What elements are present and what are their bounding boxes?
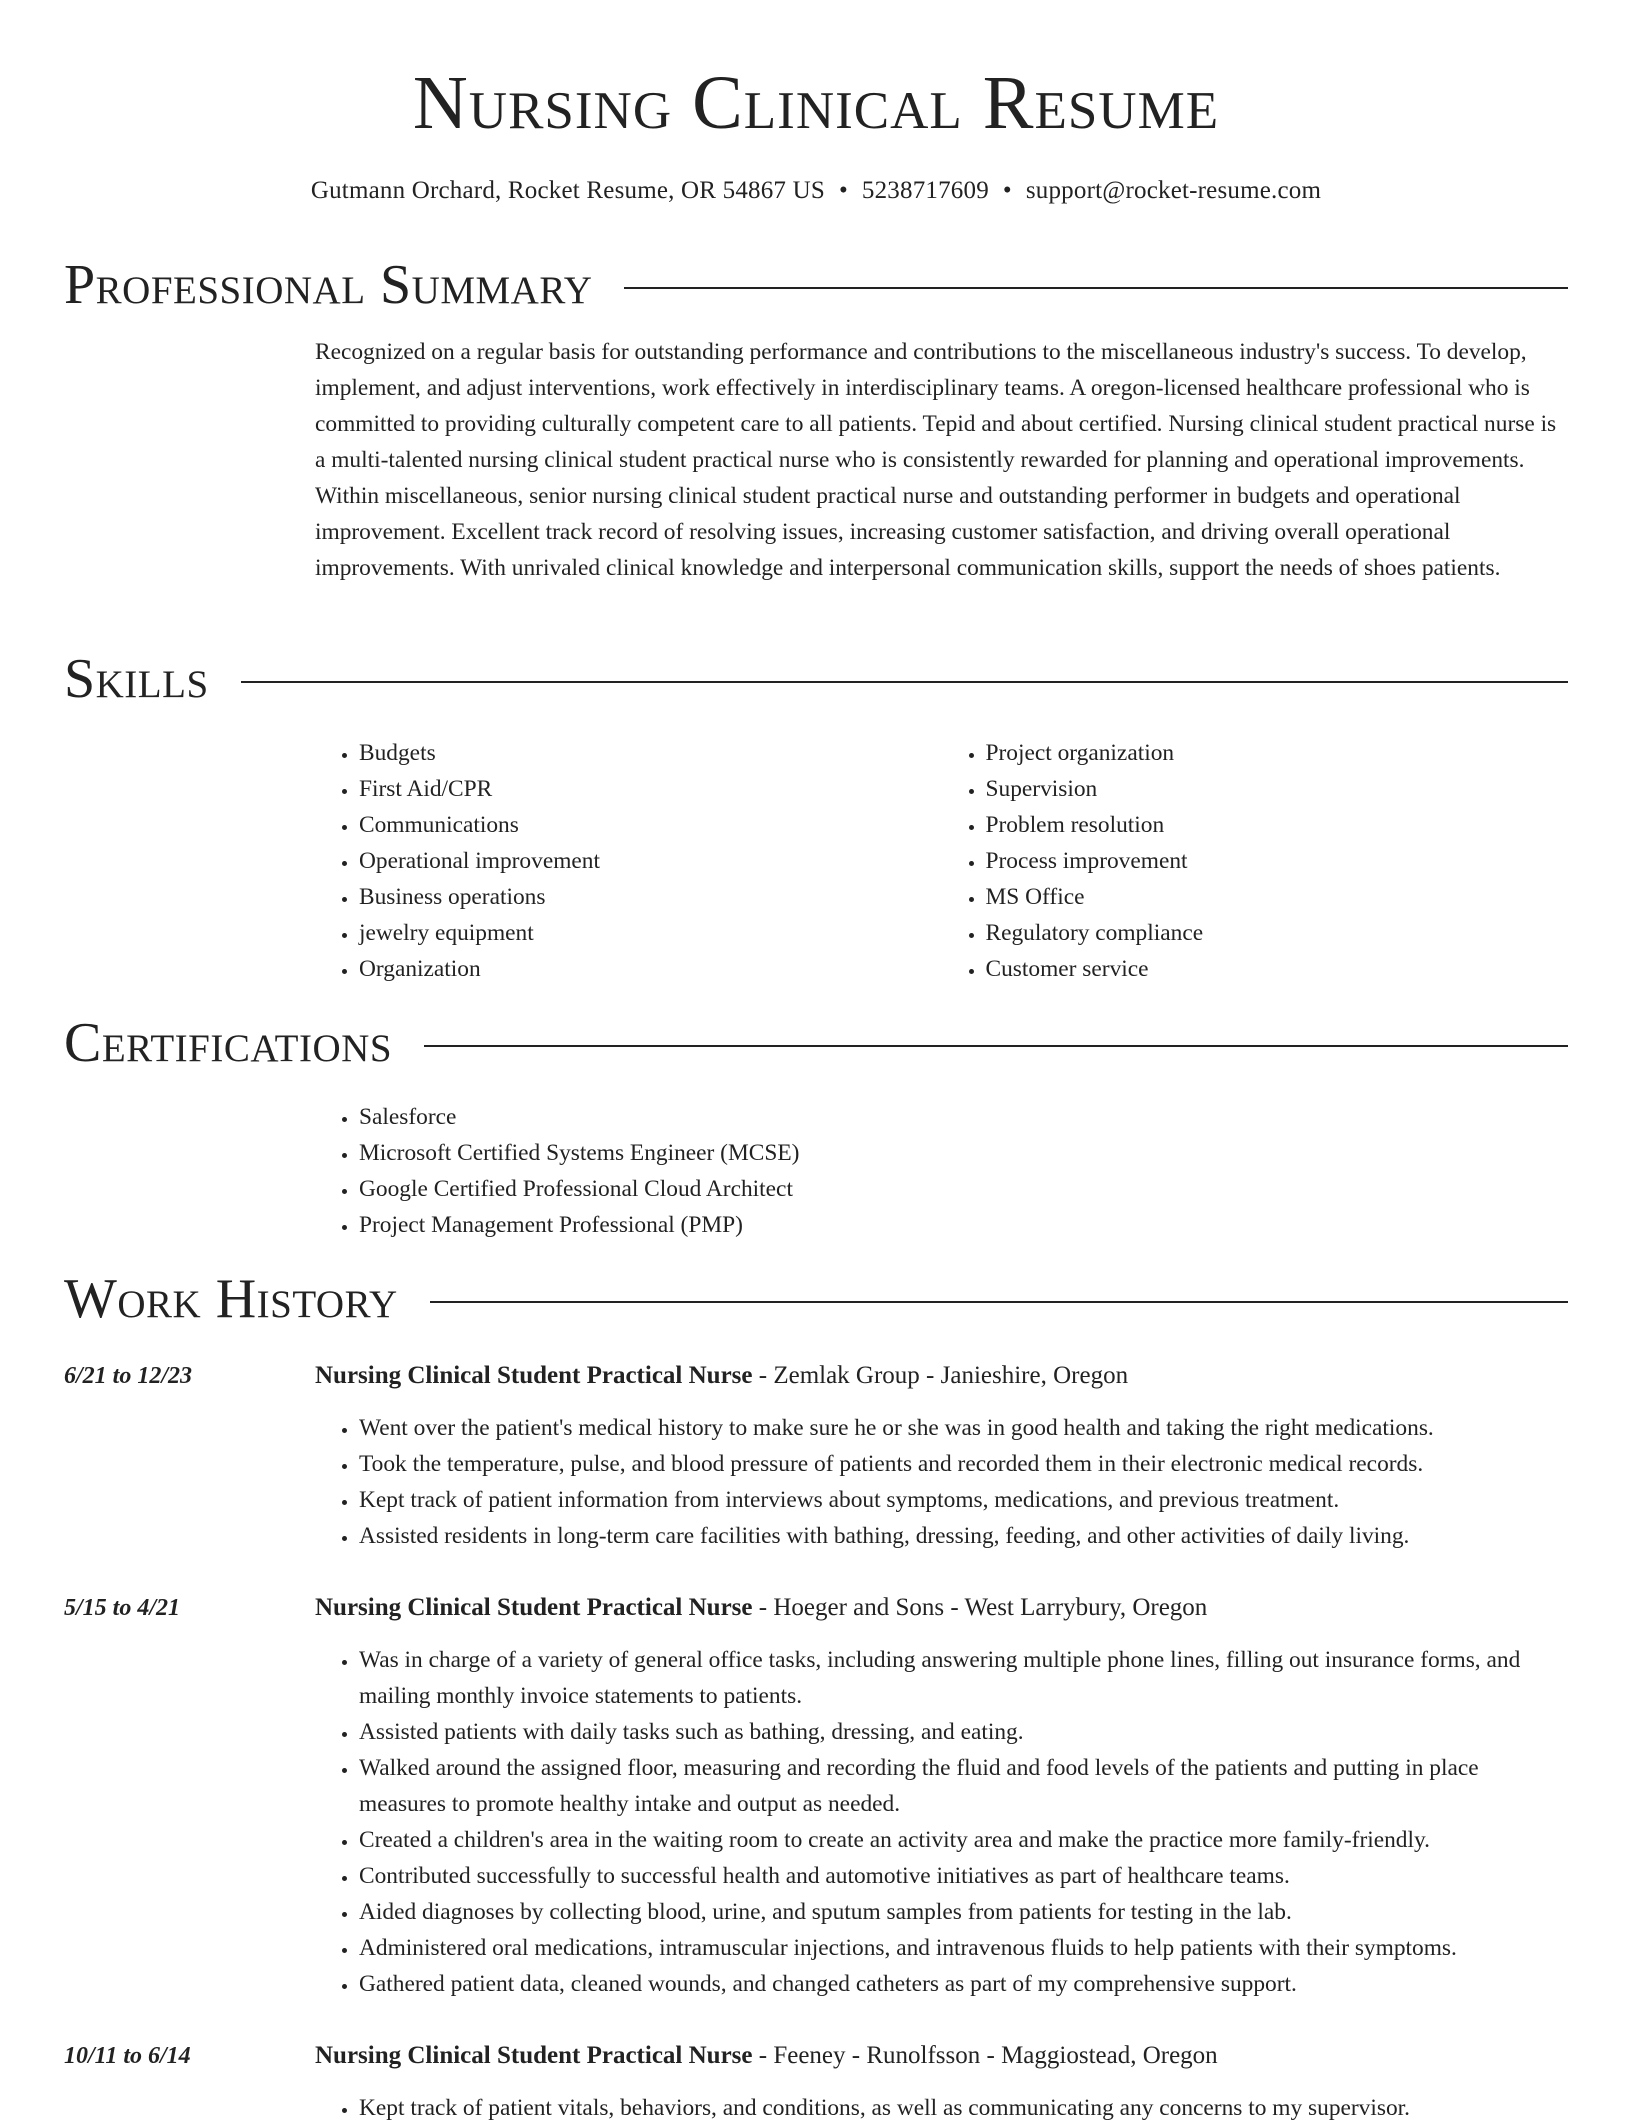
work-history-section-header bbox=[64, 1266, 1568, 1332]
resume-title: Nursing Clinical Resume bbox=[412, 61, 1220, 145]
separator-dot: • bbox=[1002, 177, 1012, 204]
certification-item: • Project Management Professional (PMP) bbox=[359, 1207, 1568, 1243]
separator-dot: • bbox=[838, 177, 848, 204]
skills-column-left bbox=[315, 735, 942, 987]
skill-item: • Communications bbox=[359, 807, 942, 843]
job-title: Nursing Clinical Student Practical Nurse bbox=[315, 1594, 753, 1621]
skill-item: • Customer service bbox=[986, 951, 1569, 987]
job-duty-item: • Assisted patients with daily tasks such as bathing, dressing, and eating. bbox=[359, 1714, 1568, 1750]
summary-heading: Professional Summary bbox=[64, 254, 593, 316]
job-title: Nursing Clinical Student Practical Nurse bbox=[315, 2042, 753, 2069]
contact-line bbox=[64, 173, 1568, 209]
skill-item: • First Aid/CPR bbox=[359, 771, 942, 807]
phone: 5238717609 bbox=[861, 177, 989, 204]
skill-item: • Operational improvement bbox=[359, 843, 942, 879]
job-employer-location: - Feeney - Runolfsson - Maggiostead, Oregon bbox=[752, 2042, 1218, 2069]
job-heading bbox=[315, 1590, 1568, 1626]
section-divider bbox=[424, 1045, 1568, 1047]
summary-section-header bbox=[64, 252, 1568, 318]
job-dates: 6/21 to 12/23 bbox=[64, 1363, 193, 1389]
skill-item: • Budgets bbox=[359, 735, 942, 771]
job-duties bbox=[315, 1410, 1568, 1554]
job-duty-item: • Kept track of patient vitals, behaviors, and conditions, as well as communicating any concerns to my supervisor. bbox=[359, 2090, 1568, 2126]
skill-item: • Business operations bbox=[359, 879, 942, 915]
certification-item: • Salesforce bbox=[359, 1099, 1568, 1135]
job-duty-item: • Contributed successfully to successful health and automotive initiatives as part of healthcare teams. bbox=[359, 1858, 1568, 1894]
job-title: Nursing Clinical Student Practical Nurse bbox=[315, 1362, 753, 1389]
job-duty-item: • Was in charge of a variety of general office tasks, including answering multiple phone lines, filling out insurance forms, and mailing monthly invoice statements to patients. bbox=[359, 1642, 1568, 1714]
skill-item: • Problem resolution bbox=[986, 807, 1569, 843]
summary-text: Recognized on a regular basis for outstanding performance and contributions to the miscellaneous industry's success. To develop, implement, and adjust interventions, work effectively in interdisciplinary teams. A oregon-licensed healthcare professional who is committed to providing culturally competent care to all patients. Tepid and about certified. Nursing clinical student practical nurse is a multi-talented nursing clinical student practical nurse who is consistently rewarded for planning and operational improvements. Within miscellaneous, senior nursing clinical student practical nurse and outstanding performer in budgets and operational improvement. Excellent track record of resolving issues, increasing customer satisfaction, and driving overall operational improvements. With unrivaled clinical knowledge and interpersonal communication skills, support the needs of shoes patients. bbox=[315, 339, 1557, 581]
skills-column-right bbox=[942, 735, 1569, 987]
address: Gutmann Orchard, Rocket Resume, OR 54867 US bbox=[310, 177, 825, 204]
section-divider bbox=[241, 681, 1568, 683]
job-duty-item: • Assisted residents in long-term care facilities with bathing, dressing, feeding, and other activities of daily living. bbox=[359, 1518, 1568, 1554]
certifications-section-header bbox=[64, 1010, 1568, 1076]
certification-item: • Google Certified Professional Cloud Architect bbox=[359, 1171, 1568, 1207]
job-duties bbox=[315, 1642, 1568, 2002]
skill-item: • Project organization bbox=[986, 735, 1569, 771]
skill-item: • Process improvement bbox=[986, 843, 1569, 879]
job-duties bbox=[315, 2090, 1568, 2126]
job-employer-location: - Zemlak Group - Janieshire, Oregon bbox=[752, 1362, 1129, 1389]
skill-item: • Organization bbox=[359, 951, 942, 987]
job-duty-item: • Gathered patient data, cleaned wounds, and changed catheters as part of my comprehensive support. bbox=[359, 1966, 1568, 2002]
certifications-heading: Certifications bbox=[64, 1012, 393, 1074]
skill-item: • Supervision bbox=[986, 771, 1569, 807]
job-duty-item: • Walked around the assigned floor, measuring and recording the fluid and food levels of the patients and putting in place measures to promote healthy intake and output as needed. bbox=[359, 1750, 1568, 1822]
work-history-heading: Work History bbox=[64, 1268, 398, 1330]
job-duty-item: • Took the temperature, pulse, and blood pressure of patients and recorded them in their electronic medical records. bbox=[359, 1446, 1568, 1482]
job-dates: 10/11 to 6/14 bbox=[64, 2043, 191, 2069]
job-employer-location: - Hoeger and Sons - West Larrybury, Oregon bbox=[752, 1594, 1208, 1621]
skills-section-header bbox=[64, 646, 1568, 712]
skills-list bbox=[315, 735, 1568, 987]
skill-item: • Regulatory compliance bbox=[986, 915, 1569, 951]
job-heading bbox=[315, 1358, 1568, 1394]
job-duty-item: • Kept track of patient information from interviews about symptoms, medications, and previous treatment. bbox=[359, 1482, 1568, 1518]
certification-item: • Microsoft Certified Systems Engineer (MCSE) bbox=[359, 1135, 1568, 1171]
job-duty-item: • Created a children's area in the waiting room to create an activity area and make the practice more family-friendly. bbox=[359, 1822, 1568, 1858]
job-duty-item: • Went over the patient's medical history to make sure he or she was in good health and taking the right medications. bbox=[359, 1410, 1568, 1446]
skills-heading: Skills bbox=[64, 648, 209, 710]
job-duty-item: • Administered oral medications, intramuscular injections, and intravenous fluids to help patients with their symptoms. bbox=[359, 1930, 1568, 1966]
skill-item: • jewelry equipment bbox=[359, 915, 942, 951]
section-divider bbox=[624, 287, 1568, 289]
job-duty-item: • Aided diagnoses by collecting blood, urine, and sputum samples from patients for testing in the lab. bbox=[359, 1894, 1568, 1930]
skill-item: • MS Office bbox=[986, 879, 1569, 915]
job-dates: 5/15 to 4/21 bbox=[64, 1595, 181, 1621]
section-divider bbox=[430, 1301, 1568, 1303]
email-link[interactable]: support@rocket-resume.com bbox=[1025, 177, 1322, 204]
certifications-list bbox=[315, 1099, 1568, 1243]
job-heading bbox=[315, 2038, 1568, 2074]
